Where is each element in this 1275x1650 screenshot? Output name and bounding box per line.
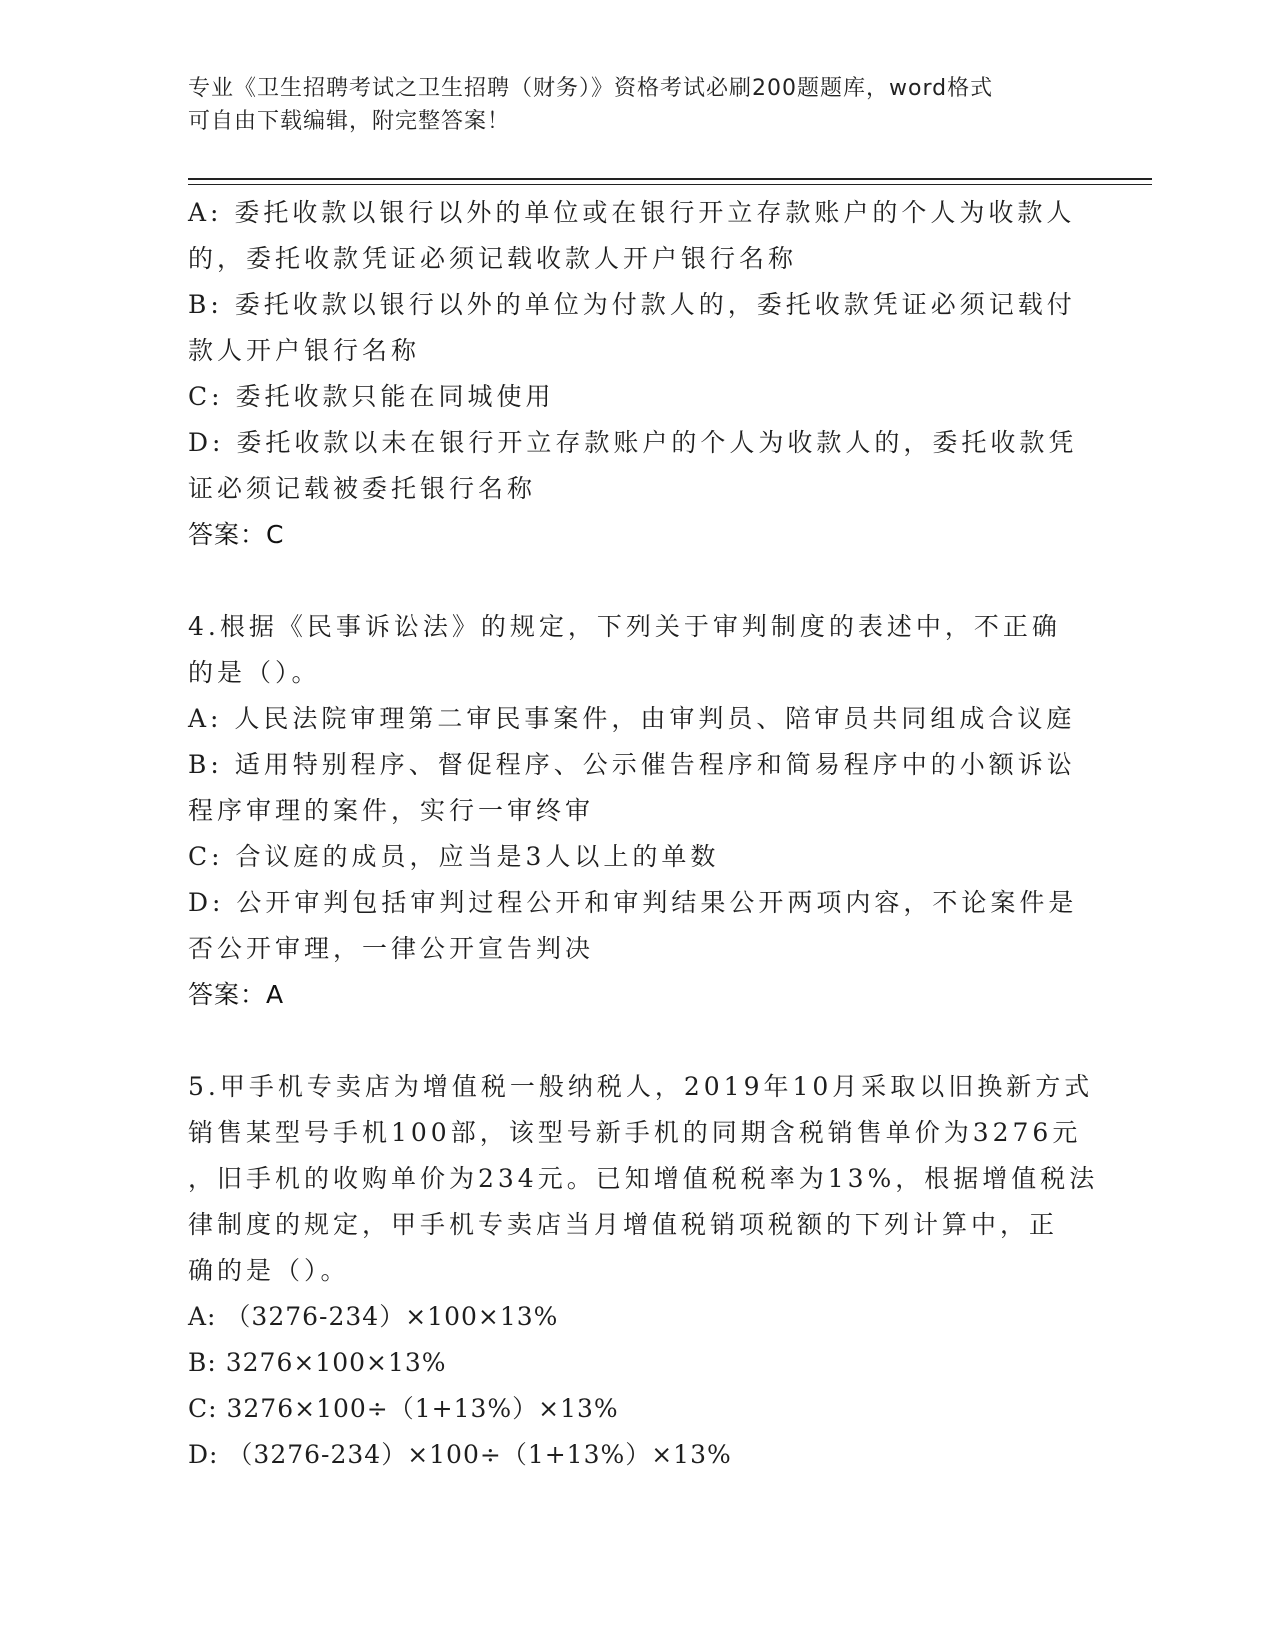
q5-option-b: B: 3276×100×13% — [188, 1348, 447, 1377]
question-3 — [188, 190, 1078, 558]
q5-option-c: C: 3276×100÷（1+13%）×13% — [188, 1394, 619, 1423]
q5-stem-line-1: 5.甲手机专卖店为增值税一般纳税人，2019年10月采取以旧换新方式 — [188, 1072, 1094, 1101]
spacer — [188, 558, 1078, 604]
q3-option-d-line-2: 证必须记载被委托银行名称 — [188, 474, 537, 503]
q4-option-b-line-1: B: 适用特别程序、督促程序、公示催告程序和简易程序中的小额诉讼 — [188, 750, 1076, 779]
q4-stem-line-2: 的是（）。 — [188, 658, 321, 687]
header-rule-thick — [188, 178, 1152, 180]
q4-stem-line-1: 4.根据《民事诉讼法》的规定，下列关于审判制度的表述中，不正确 — [188, 612, 1061, 641]
spacer — [188, 1018, 1078, 1064]
q5-stem-line-5: 确的是（）。 — [188, 1256, 350, 1285]
q3-option-b-line-2: 款人开户银行名称 — [188, 336, 421, 365]
header-rule-thin — [188, 184, 1152, 185]
header-line-1: 专业《卫生招聘考试之卫生招聘（财务）》资格考试必刷200题题库，word格式 — [188, 76, 994, 101]
q5-stem-line-4: 律制度的规定，甲手机专卖店当月增值税销项税额的下列计算中，正 — [188, 1210, 1059, 1239]
q3-option-b-line-1: B: 委托收款以银行以外的单位为付款人的，委托收款凭证必须记载付 — [188, 290, 1076, 319]
q4-option-d-line-1: D: 公开审判包括审判过程公开和审判结果公开两项内容，不论案件是 — [188, 888, 1078, 917]
question-4 — [188, 604, 1078, 1018]
q4-answer: 答案：A — [188, 980, 285, 1009]
question-5 — [188, 1064, 1099, 1478]
q3-option-a-line-1: A: 委托收款以银行以外的单位或在银行开立存款账户的个人为收款人 — [188, 198, 1076, 227]
q5-option-a: A: （3276-234）×100×13% — [188, 1302, 559, 1331]
q4-option-b-line-2: 程序审理的案件，实行一审终审 — [188, 796, 595, 825]
q3-option-c: C: 委托收款只能在同城使用 — [188, 382, 555, 411]
question-content — [188, 190, 1099, 1478]
q4-option-a: A: 人民法院审理第二审民事案件，由审判员、陪审员共同组成合议庭 — [188, 704, 1076, 733]
q3-option-d-line-1: D: 委托收款以未在银行开立存款账户的个人为收款人的，委托收款凭 — [188, 428, 1078, 457]
q3-option-a-line-2: 的，委托收款凭证必须记载收款人开户银行名称 — [188, 244, 798, 273]
q5-stem-line-3: ，旧手机的收购单价为234元。已知增值税税率为13%，根据增值税法 — [188, 1164, 1099, 1193]
header-line-2: 可自由下载编辑，附完整答案！ — [188, 109, 511, 134]
q5-option-d: D: （3276-234）×100÷（1+13%）×13% — [188, 1440, 732, 1469]
document-header — [188, 72, 1068, 138]
q4-option-d-line-2: 否公开审理，一律公开宣告判决 — [188, 934, 595, 963]
q3-answer: 答案：C — [188, 520, 285, 549]
q4-option-c: C: 合议庭的成员，应当是3人以上的单数 — [188, 842, 720, 871]
q5-stem-line-2: 销售某型号手机100部，该型号新手机的同期含税销售单价为3276元 — [188, 1118, 1082, 1147]
